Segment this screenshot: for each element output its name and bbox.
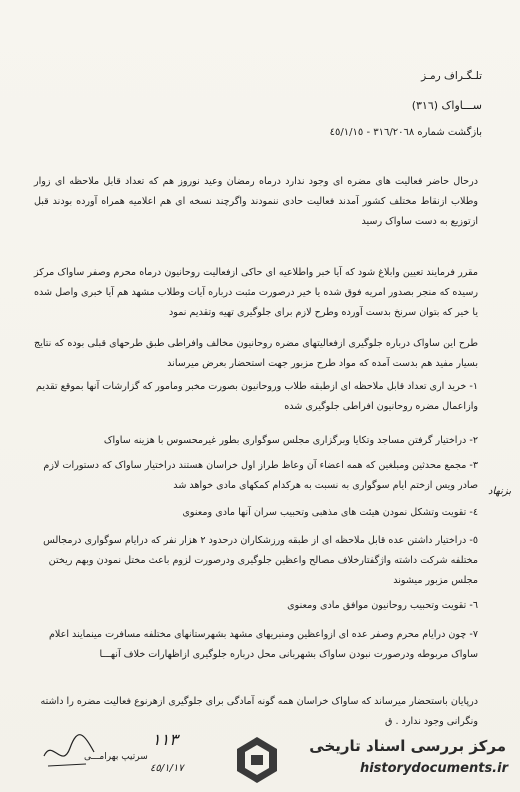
list-item-3: ٣- مجمع محدثین ومبلغین که همه اعضاء آن وعاظ طراز اول خراسان هستند دراختیار ساواک که دستورات لازم صادر ویس ازختم ایام سوگواری به نسبت به هرکدام کمکهای مادی خواهد شد [43,460,478,491]
paragraph-3: طرح این ساواک درباره جلوگیری ازفعالیتهای مضره روحانیون مخالف وافراطی طبق طرحهای قبلی بوده که نتایج بسیار مفید هم بدست آمده که مواد طرح مزبور جهت استحضار بعرض میرساند [34,338,478,369]
archive-logo-icon [234,735,280,785]
signature-number: ١١٣ [152,730,178,749]
closing-paragraph: درپایان باستحضار میرساند که ساواک خراسان همه گونه آمادگی برای جلوگیری ازهرنوع فعالیت مضره را داشته ونگرانی وجود ندارد . ق [40,696,478,727]
watermark-url: historydocuments.ir [359,761,508,776]
list-item-2: ٢- دراختیار گرفتن مساجد وتکایا وبرگزاری مجلس سوگواری بطور غیرمحسوس با هزینه ساواک [103,435,478,446]
reference-number: بازگشت شماره ٣١٦/٢٠٦٨ - ٤٥/١/١٥ [329,127,482,138]
archive-watermark [236,733,516,789]
list-item-5: ٥- دراختیار داشتن عده قابل ملاحظه ای از طبقه ورزشکاران درحدود ٢ هزار نفر که درایام سوگواری درمجالس مختلفه شرکت داشته واژگفتارخلاف مصالح واعظین جلوگیری ودرصورت لزوم باعث مختل نمودن وبهم ریختن مجلس مزبور میشوند [43,535,478,586]
watermark-title: مرکز بررسی اسناد تاریخی [309,737,506,755]
paragraph-2: مقرر فرمایند تعیین وابلاغ شود که آیا خبر واطلاعیه ای حاکی ازفعالیت روحانیون درماه محرم وصفر ساواک مرکز رسیده که منجر بصدور امریه فوق شده یا خیر درصورت مثبت درباره آیات وطلاب مشهد هم آیا خبری واصل شده یا خیر که بتوان سرنخ بدست آورده وطرح لازم برای جلوگیری تهیه وتقدیم نمود [34,267,478,318]
list-item-6: ٦- تقویت وتحبیب روحانیون موافق مادی ومعنوی [287,600,478,611]
signature-date: ٤٥/١/١٧ [150,763,184,774]
list-item-1: ١- خرید اری تعداد قابل ملاحظه ای ازطبقه طلاب وروحانیون بصورت مخبر ومامور که گزارشات آنها بموقع تقدیم وازاعمال مضره روحانیون افراطی جلوگیری شده [35,381,478,412]
paragraph-1: درحال حاضر فعالیت های مضره ای وجود ندارد درماه رمضان وعید نوروز هم که تعداد قابل ملاحظه ای زوار وطلاب ازنقاط مختلف کشور آمدند فعالیت حادی ننمودند واگرچند نسخه ای هم اعلامیه همراه آورده بودند قبل ازتوزیع به دست ساواک رسید [34,176,478,227]
margin-handwritten-note: بزنهاد [488,486,512,497]
list-item-4: ٤- تقویت وتشکل نمودن هیئت های مذهبی وتحبیب سران آنها مادی ومعنوی [182,507,478,518]
signatory-name: سرتیپ بهرامـــی [84,752,148,762]
list-item-7: ٧- چون درایام محرم وصفر عده ای ازواعظین ومنبریهای مشهد بشهرستانهای مختلفه مسافرت مینمایند اعلام ساواک مربوطه ودرصورت نبودن ساواک بشهربانی محل درباره جلوگیری ازاظهارات خلاف آنهـــا [48,629,478,660]
savak-office: ســـاواک (٣١٦) [411,99,482,112]
signature-scribble [40,726,100,776]
telegram-heading: تلـگـراف رمـز [421,70,482,82]
